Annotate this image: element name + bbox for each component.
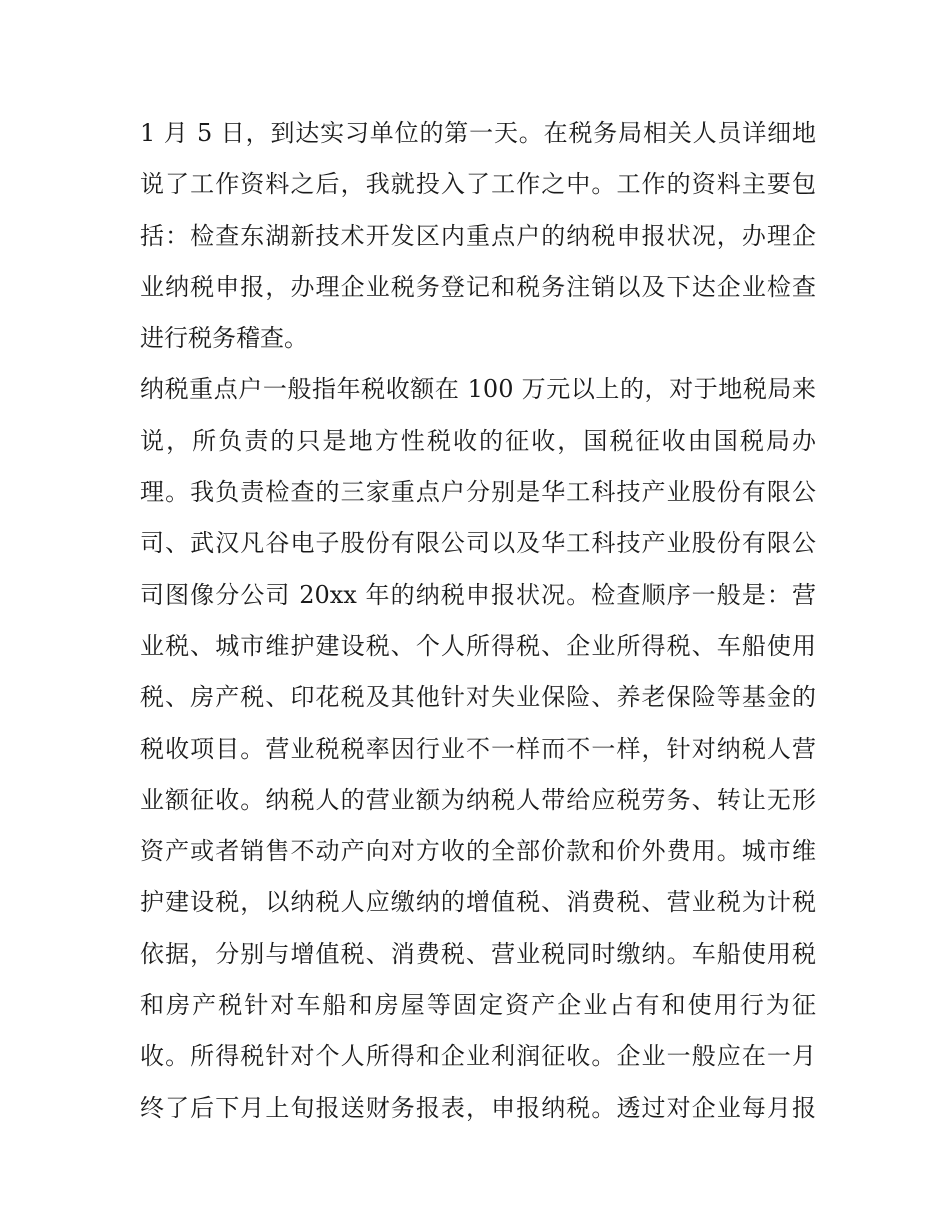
text-line: 依据，分别与增值税、消费税、营业税同时缴纳。车船使用税 (140, 939, 816, 968)
text-line: 业纳税申报，办理企业税务登记和税务注销以及下达企业检查 (140, 272, 816, 301)
text-line: 税收项目。营业税税率因行业不一样而不一样，针对纳税人营 (140, 734, 816, 763)
text-line: 司图像分公司 20xx 年的纳税申报状况。检查顺序一般是：营 (140, 580, 816, 609)
text-line: 纳税重点户一般指年税收额在 100 万元以上的，对于地税局来 (140, 375, 816, 404)
text-line: 1 月 5 日，到达实习单位的第一天。在税务局相关人员详细地 (140, 119, 816, 147)
text-line: 括：检查东湖新技术开发区内重点户的纳税申报状况，办理企 (140, 221, 816, 250)
text-line: 司、武汉凡谷电子股份有限公司以及华工科技产业股份有限公 (140, 529, 816, 558)
text-line: 收。所得税针对个人所得和企业利润征收。企业一般应在一月 (140, 1042, 816, 1071)
text-line: 理。我负责检查的三家重点户分别是华工科技产业股份有限公 (140, 478, 816, 507)
text-line: 进行税务稽查。 (140, 324, 308, 353)
text-line: 和房产税针对车船和房屋等固定资产企业占有和使用行为征 (140, 991, 816, 1020)
text-line: 业税、城市维护建设税、个人所得税、企业所得税、车船使用 (140, 631, 816, 660)
text-line: 终了后下月上旬报送财务报表，申报纳税。透过对企业每月报 (140, 1093, 816, 1122)
text-line: 资产或者销售不动产向对方收的全部价款和价外费用。城市维 (140, 837, 816, 866)
body-text (140, 108, 816, 1134)
text-line: 说了工作资料之后，我就投入了工作之中。工作的资料主要包 (140, 170, 816, 199)
text-line: 税、房产税、印花税及其他针对失业保险、养老保险等基金的 (140, 683, 816, 712)
text-line: 说，所负责的只是地方性税收的征收，国税征收由国税局办 (140, 426, 816, 455)
text-line: 业额征收。纳税人的营业额为纳税人带给应税劳务、转让无形 (140, 785, 816, 814)
text-line: 护建设税，以纳税人应缴纳的增值税、消费税、营业税为计税 (140, 888, 816, 917)
